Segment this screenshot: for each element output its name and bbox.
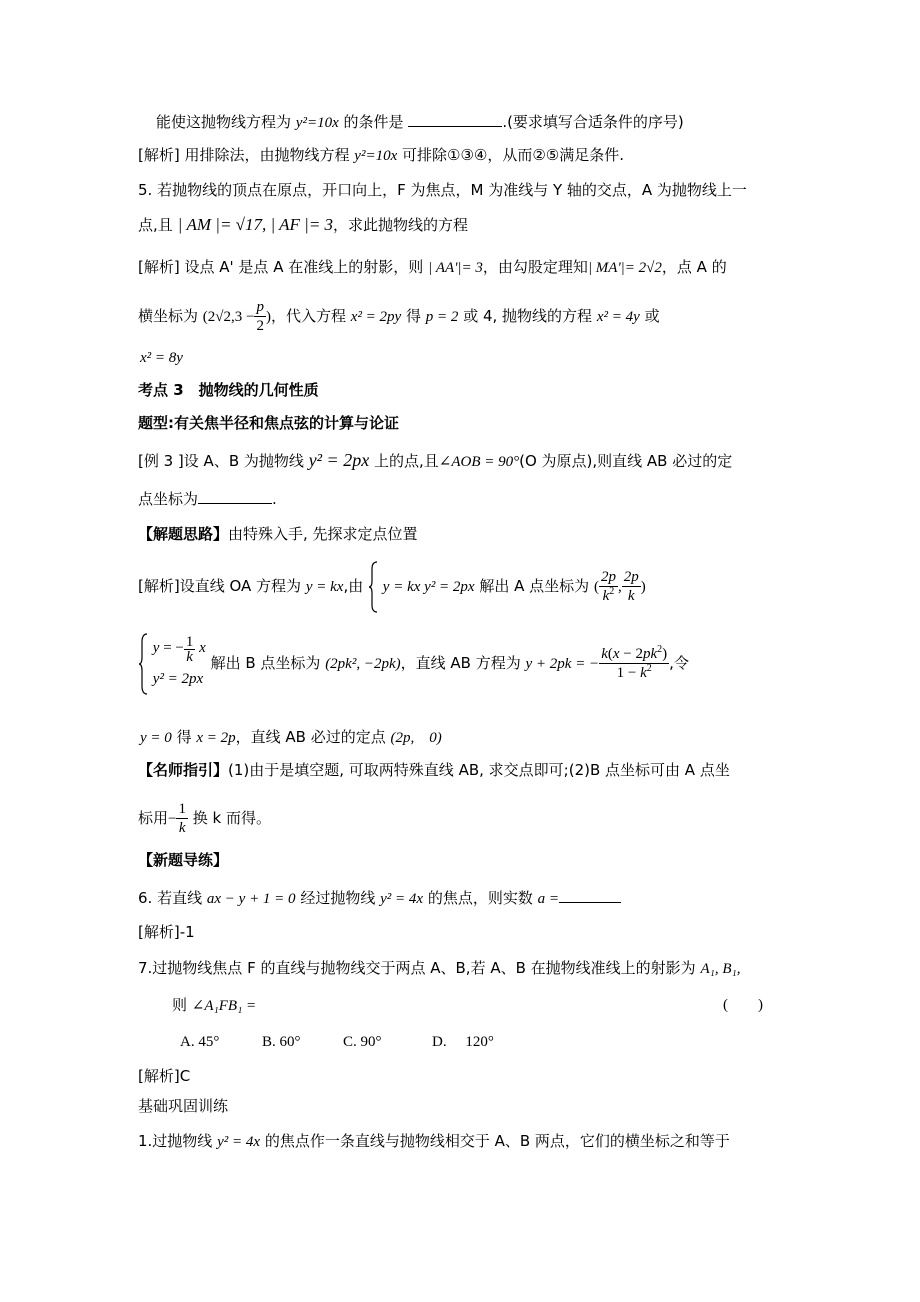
equation: ∠AOB = 90° — [438, 454, 520, 470]
equation: | AM |= √17, | AF |= 3 — [177, 215, 334, 234]
left-brace-icon — [368, 561, 378, 613]
analysis-tag: [解析] — [138, 577, 180, 595]
text: (1)由于是填空题, 可取两特殊直线 AB, 求交点即可;(2)B 点坐标可由 A 点坐 — [228, 761, 730, 779]
equation: y² = 4x — [217, 1134, 261, 1150]
text: 的焦点作一条直线与抛物线相交于 A、B 两点，它们的横坐标之和等于 — [264, 1132, 730, 1150]
problem-5-solution-line2: 横坐标为 (2√2,3 − $\frac{p}{2}$ )，代入方程 x² = 2py 得 p = 2 或 4, 抛物线的方程 x² = 4y 或 — [138, 299, 660, 334]
text: 设点 A' 是点 A 在准线上的射影，则 — [184, 258, 424, 276]
equation: y = kx — [382, 578, 421, 595]
text: 或 — [644, 307, 660, 325]
left-brace-icon — [138, 633, 148, 695]
basic-question-1 — [138, 1131, 730, 1152]
topic-title: 题型:有关焦半径和焦点弦的计算与论证 — [138, 414, 400, 432]
text: .(要求填写合适条件的序号) — [502, 113, 684, 131]
solution-idea-line — [138, 524, 418, 544]
text: 或 4, 抛物线的方程 — [463, 307, 593, 325]
text: ，代入方程 — [270, 307, 346, 325]
text: . — [272, 490, 277, 508]
equation: y² = 2px — [152, 670, 204, 687]
text: 5. 若抛物线的顶点在原点，开口向上，F 为焦点，M 为准线与 Y 轴的交点，A 为抛物线上一 — [138, 181, 747, 199]
tip-line2: 标用− $\frac{1}{k}$ 换 k 而得。 — [138, 801, 271, 836]
text: ，由勾股定理知 — [482, 258, 588, 276]
text: 的条件是 — [343, 113, 404, 131]
tip-line1 — [138, 760, 730, 780]
equation: a = — [537, 891, 560, 907]
example-3-line2 — [138, 489, 277, 509]
text: 7.过抛物线焦点 F 的直线与抛物线交于两点 A、B,若 A、B 在抛物线准线上的射影为 — [138, 959, 696, 977]
text: [例 3 ]设 A、B 为抛物线 — [138, 452, 304, 470]
problem-5-line1 — [138, 180, 747, 200]
problem-5-line2 — [138, 215, 468, 235]
text: 解出 A 点坐标为 — [479, 577, 590, 595]
equation: x = 2p — [196, 730, 236, 746]
fraction-p-over-2: $\frac{p}{2}$ — [256, 299, 264, 334]
text: 的焦点，则实数 — [427, 889, 533, 907]
text: 解出 B 点坐标为 — [210, 654, 321, 672]
option-c: C. 90° — [343, 1034, 382, 1050]
tip-tag: 【名师指引】 — [138, 761, 229, 779]
fraction-2p-over-k: $\frac{2p}{k}$ — [623, 569, 639, 604]
question-7-line2 — [172, 995, 256, 1016]
text: ，求此抛物线的方程 — [333, 216, 469, 234]
text: ，直线 AB 方程为 — [400, 654, 521, 672]
option-a: A. 45° — [180, 1034, 220, 1050]
idea-tag: 【解题思路】 — [138, 525, 229, 543]
text: 上的点,且 — [373, 452, 439, 470]
equation: y² = 2px — [424, 578, 475, 595]
fraction-line-ab: $\frac{k(x - 2pk^2)}{1 - k^2}$ — [601, 644, 668, 681]
equation: y² = 2px — [308, 450, 370, 470]
text: 可排除①③④，从而②⑤满足条件. — [402, 146, 625, 164]
basic-training-title: 基础巩固训练 — [138, 1097, 229, 1115]
equation: ax − y + 1 = 0 — [206, 891, 296, 907]
text: ,由 — [343, 577, 364, 595]
equation: y = kx — [305, 579, 344, 595]
text: 换 k 而得。 — [192, 809, 271, 827]
example-3-line1 — [138, 450, 732, 472]
fraction-2p-over-k2: $\frac{2p}{k^2}$ — [600, 569, 616, 604]
question-7-line1 — [138, 958, 740, 979]
solution-line3 — [140, 727, 442, 748]
new-exercises-title: 【新题导练】 — [138, 851, 229, 869]
text: 6. 若直线 — [138, 889, 203, 907]
solution-line2 — [138, 628, 689, 699]
equation: (2pk², −2pk) — [325, 656, 401, 672]
text: 1.过抛物线 — [138, 1132, 213, 1150]
answer-blank — [559, 888, 621, 903]
text: ，直线 AB 必过的定点 — [235, 728, 386, 746]
equation: y²=10x — [354, 148, 398, 164]
analysis-tag: [解析] — [138, 258, 180, 276]
text: 则 — [172, 996, 188, 1014]
equation: A₁, B₁, — [700, 961, 741, 977]
equation: | AA'|= 3 — [428, 260, 483, 276]
equation: p = 2 — [425, 309, 459, 325]
solution-line1: [解析]设直线 OA 方程为 y = kx,由 y = kx y² = 2px 解出 A 点坐标为 ( $\frac{2p}{k^2}$ , $\frac{2p}{k}$ ) — [138, 556, 646, 617]
answer-blank — [198, 489, 272, 504]
answer-blank — [408, 112, 502, 127]
equation: x² = 4y — [596, 309, 640, 325]
section-title: 考点 3 抛物线的几何性质 — [138, 381, 319, 399]
text: 设直线 OA 方程为 — [179, 577, 302, 595]
fraction-1-over-k: $\frac{1}{k}$ — [178, 801, 186, 836]
answer-paren: ( ) — [723, 997, 763, 1013]
equation-system-b: y = − $\frac{1}{k}$ x y² = 2px — [152, 633, 206, 687]
text: 由特殊入手, 先探求定点位置 — [228, 525, 418, 543]
option-b: B. 60° — [262, 1034, 301, 1050]
equation: y²=10x — [295, 115, 339, 131]
equation: y² = 4x — [380, 891, 424, 907]
text: 得 — [406, 307, 422, 325]
coordinate-expression: (2√2,3 − — [202, 309, 255, 325]
text: 点,且 — [138, 216, 173, 234]
text: 能使这抛物线方程为 — [156, 113, 292, 131]
problem-5-solution-line3 — [140, 347, 183, 368]
equation: (2p, 0) — [390, 730, 442, 746]
analysis-line — [138, 145, 624, 166]
equation: ∠A₁FB₁ = — [191, 998, 257, 1014]
text: 用排除法，由抛物线方程 — [184, 146, 350, 164]
option-d: D. 120° — [432, 1034, 494, 1050]
equation: | MA'|= 2√2 — [587, 260, 662, 276]
analysis-tag: [解析] — [138, 146, 180, 164]
equation: x² = 8y — [140, 350, 183, 366]
text: 横坐标为 — [138, 307, 199, 325]
text: 标用 — [138, 809, 169, 827]
text: ，点 A 的 — [661, 258, 727, 276]
text: 经过抛物线 — [300, 889, 376, 907]
question-7-answer: [解析]C — [138, 1067, 191, 1085]
problem-5-solution-line1 — [138, 257, 727, 278]
equation-system-a — [383, 575, 475, 599]
equation: y = 0 — [140, 730, 172, 746]
equation: y + 2pk = − — [525, 656, 600, 672]
question-6-answer: [解析]-1 — [138, 923, 195, 941]
text: ,令 — [669, 654, 689, 672]
equation: x² = 2py — [350, 309, 402, 325]
condition-line — [156, 112, 684, 133]
question-6 — [138, 888, 621, 909]
text: (O 为原点),则直线 AB 必过的定 — [519, 452, 733, 470]
text: 得 — [176, 728, 192, 746]
text: 点坐标为 — [138, 490, 199, 508]
